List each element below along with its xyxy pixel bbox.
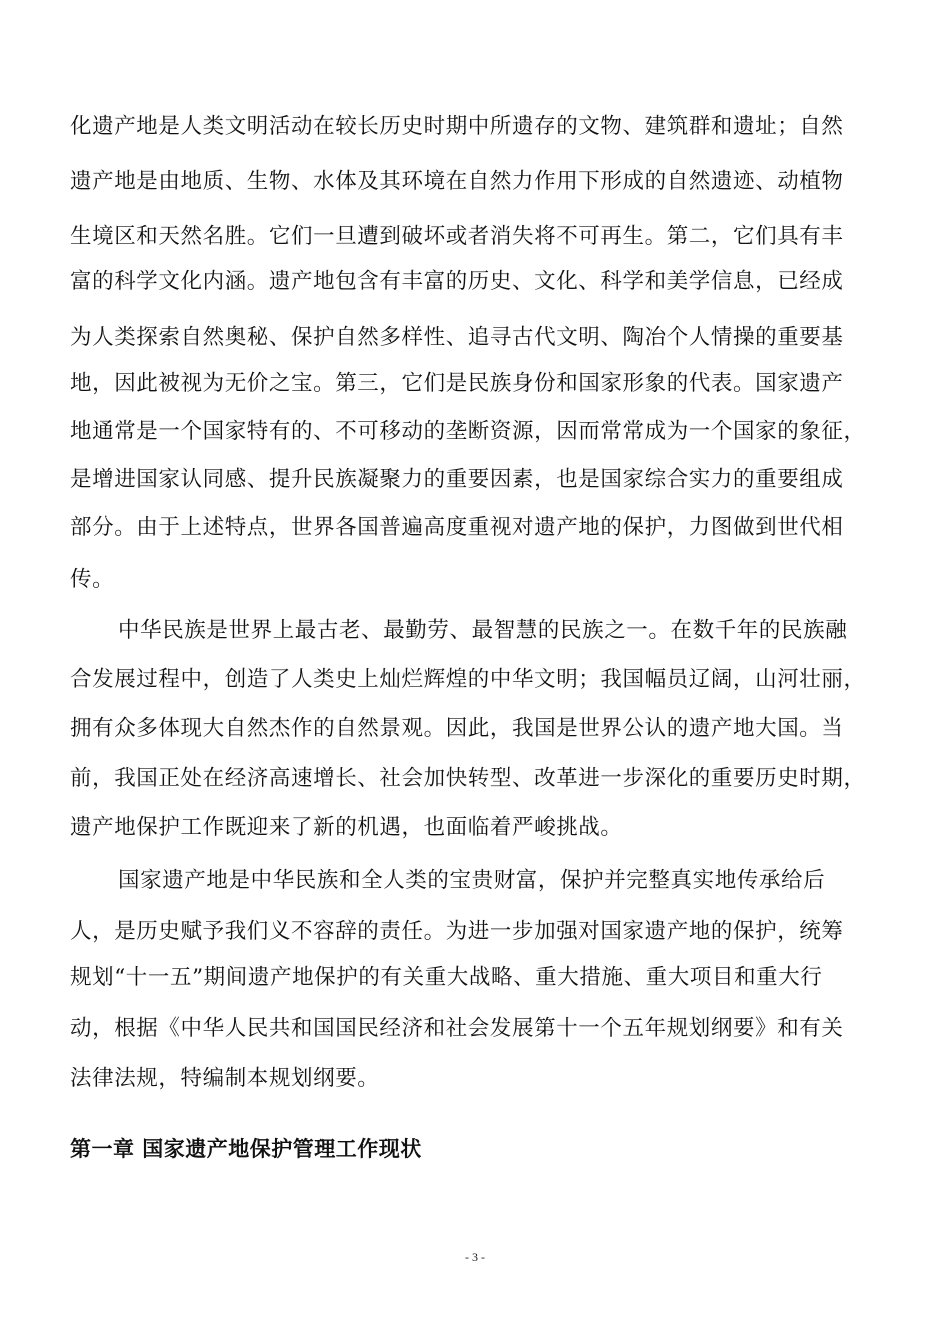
body-text-line: 前，我国正处在经济高速增长、社会加快转型、改革进一步深化的重要历史时期， [70, 766, 866, 791]
paragraph-first-line: 国家遗产地是中华民族和全人类的宝贵财富，保护并完整真实地传承给后 [118, 868, 826, 893]
body-text-line: 法律法规，特编制本规划纲要。 [70, 1066, 380, 1091]
body-text-line: 为人类探索自然奥秘、保护自然多样性、追寻古代文明、陶冶个人情操的重要基 [70, 325, 844, 350]
body-text-line: 地，因此被视为无价之宝。第三，它们是民族身份和国家形象的代表。国家遗产 [70, 371, 844, 396]
body-text-line: 拥有众多体现大自然杰作的自然景观。因此，我国是世界公认的遗产地大国。当 [70, 716, 844, 741]
body-text-line: 是增进国家认同感、提升民族凝聚力的重要因素，也是国家综合实力的重要组成 [70, 467, 844, 492]
body-text-line: 富的科学文化内涵。遗产地包含有丰富的历史、文化、科学和美学信息，已经成 [70, 269, 844, 294]
body-text-line: 地通常是一个国家特有的、不可移动的垄断资源，因而常常成为一个国家的象征， [70, 419, 866, 444]
body-text-line: 合发展过程中，创造了人类史上灿烂辉煌的中华文明；我国幅员辽阔，山河壮丽， [70, 667, 866, 692]
body-text-line: 动，根据《中华人民共和国国民经济和社会发展第十一个五年规划纲要》和有关 [70, 1016, 844, 1041]
body-text-line: 传。 [70, 567, 115, 592]
page-number: - 3 - [465, 1250, 485, 1264]
body-text-line: 化遗产地是人类文明活动在较长历史时期中所遗存的文物、建筑群和遗址；自然 [70, 114, 844, 139]
body-text-line: 部分。由于上述特点，世界各国普遍高度重视对遗产地的保护，力图做到世代相 [70, 515, 844, 540]
body-text-line: 遗产地保护工作既迎来了新的机遇，也面临着严峻挑战。 [70, 815, 623, 840]
body-text-line: 生境区和天然名胜。它们一旦遭到破坏或者消失将不可再生。第二，它们具有丰 [70, 224, 844, 249]
body-text-line: 规划“十一五”期间遗产地保护的有关重大战略、重大措施、重大项目和重大行 [70, 965, 823, 990]
body-text-line: 人，是历史赋予我们义不容辞的责任。为进一步加强对国家遗产地的保护，统筹 [70, 919, 844, 944]
chapter-heading: 第一章 国家遗产地保护管理工作现状 [70, 1137, 422, 1161]
paragraph-first-line: 中华民族是世界上最古老、最勤劳、最智慧的民族之一。在数千年的民族融 [118, 618, 848, 643]
body-text-line: 遗产地是由地质、生物、水体及其环境在自然力作用下形成的自然遗迹、动植物 [70, 169, 844, 194]
